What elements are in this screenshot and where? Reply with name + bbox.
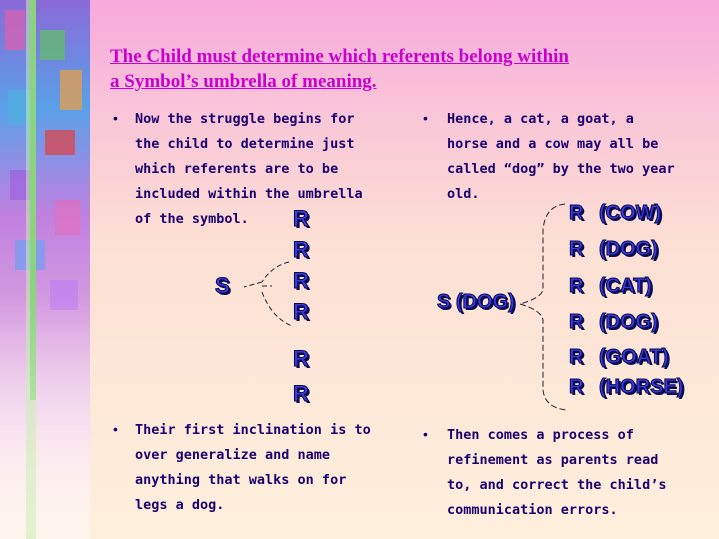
symbol-s: S bbox=[215, 273, 230, 298]
bullet-marker: • bbox=[113, 421, 118, 437]
bullet-text-4: Then comes a process of refinement as parents read to, and correct the child’s communication errors. bbox=[447, 427, 667, 518]
bullet-marker: • bbox=[423, 426, 428, 442]
referent-r: R bbox=[569, 376, 584, 398]
symbol-s-dog: S (DOG) bbox=[437, 291, 515, 313]
referent-label-cat: (CAT) bbox=[599, 275, 652, 297]
slide-title: The Child must determine which referents belong within a Symbol’s umbrella of meaning. bbox=[110, 46, 569, 92]
referent-label-horse: (HORSE) bbox=[599, 376, 684, 398]
referent-r: R bbox=[569, 238, 584, 260]
bullet-text-2: Hence, a cat, a goat, a horse and a cow may all be called “dog” by the two year old. bbox=[447, 111, 675, 202]
referent-r: R bbox=[569, 311, 584, 333]
referent-r: R bbox=[293, 268, 309, 293]
referent-label-cow: (COW) bbox=[599, 202, 662, 224]
referent-r: R bbox=[569, 202, 584, 224]
referent-r: R bbox=[293, 346, 309, 371]
referent-r: R bbox=[293, 381, 309, 406]
bullet-marker: • bbox=[113, 110, 118, 126]
bullet-text-1: Now the struggle begins for the child to determine just which referents are to be included within the umbrella of the symbol. bbox=[135, 111, 363, 227]
referent-r: R bbox=[293, 237, 309, 262]
bullet-marker: • bbox=[423, 110, 428, 126]
referent-r: R bbox=[569, 346, 584, 368]
bullet-text-3: Their first inclination is to over generalize and name anything that walks on for legs a dog. bbox=[135, 422, 371, 513]
referent-r: R bbox=[293, 299, 309, 324]
referent-r: R bbox=[569, 275, 584, 297]
referent-r: R bbox=[293, 206, 309, 231]
referent-label-goat: (GOAT) bbox=[599, 346, 669, 368]
referent-label-dog: (DOG) bbox=[599, 238, 658, 260]
referent-label-dog: (DOG) bbox=[599, 311, 658, 333]
